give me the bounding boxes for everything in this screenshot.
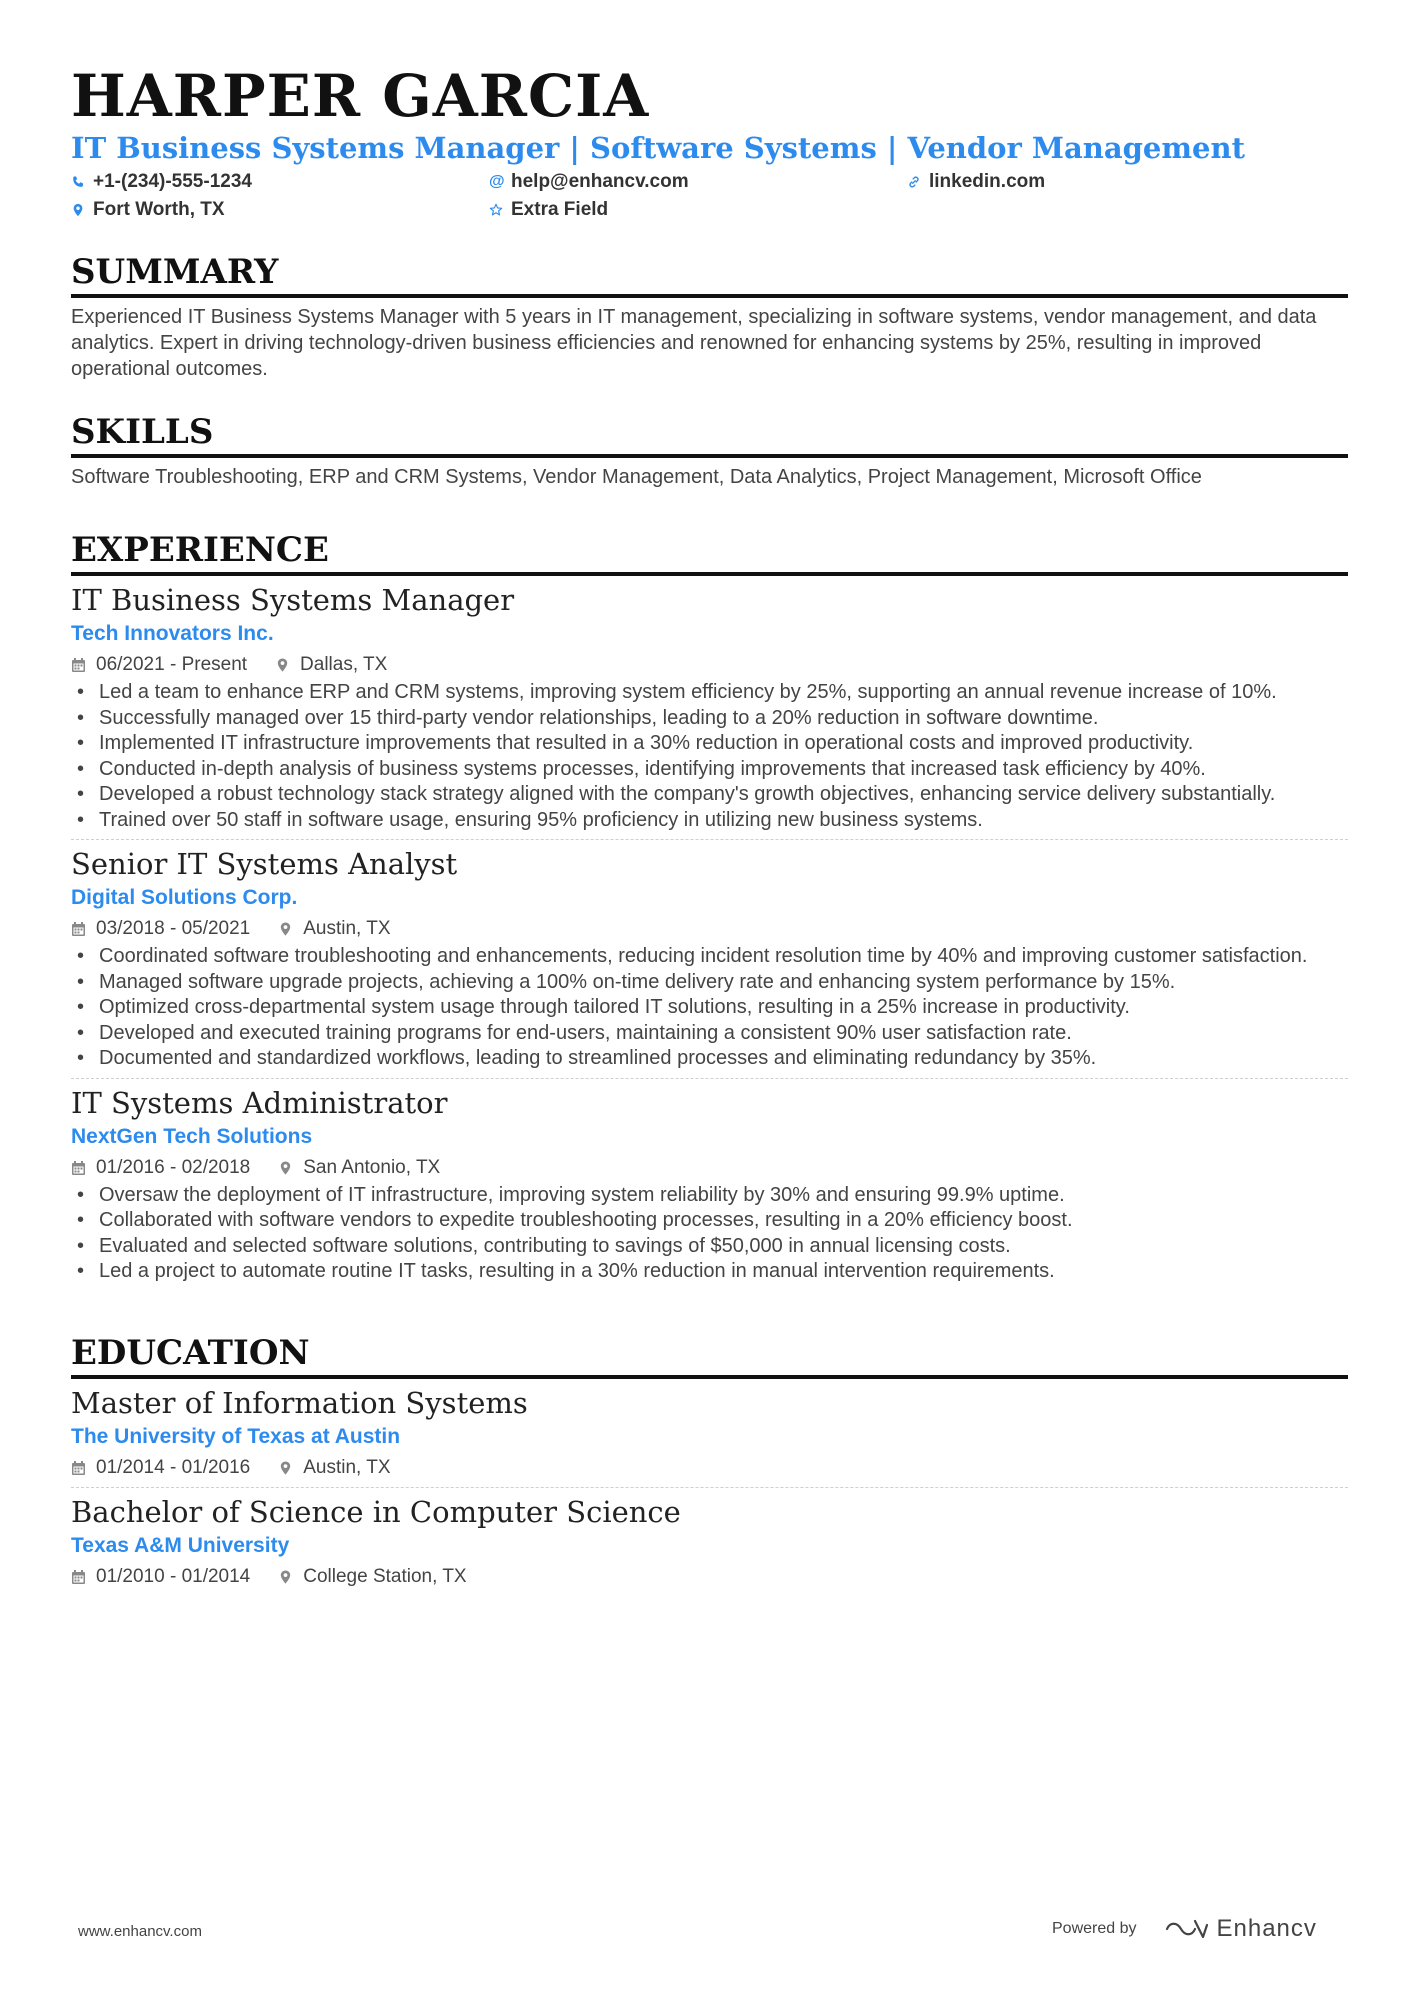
list-item: • Implemented IT infrastructure improvements that resulted in a 30% reduction in operational costs and improved productivity. [71, 731, 1348, 757]
list-item: • Coordinated software troubleshooting and enhancements, reducing incident resolution time by 40% and improving customer satisfaction. [71, 944, 1348, 970]
enhancv-logo-icon [1163, 1917, 1209, 1941]
company-name: NextGen Tech Solutions [71, 1124, 313, 1148]
link-icon [907, 175, 929, 189]
experience-entry [71, 1085, 1348, 1291]
location-pin-icon [71, 203, 93, 217]
calendar-icon [71, 921, 86, 937]
job-location: Dallas, TX [300, 654, 388, 675]
calendar-icon [71, 1160, 86, 1176]
footer-website[interactable]: www.enhancv.com [78, 1923, 202, 1940]
enhancv-logo[interactable] [1163, 1915, 1317, 1943]
education-meta [71, 1564, 1348, 1590]
star-icon [489, 203, 511, 217]
list-item: • Developed and executed training programs for end-users, maintaining a consistent 90% user satisfaction rate. [71, 1021, 1348, 1047]
location-pin-icon [278, 1460, 293, 1476]
job-location: San Antonio, TX [303, 1156, 441, 1178]
education-location: College Station, TX [303, 1565, 467, 1587]
education-meta [71, 1455, 1348, 1481]
location-pin-icon [275, 657, 290, 673]
summary-text: Experienced IT Business Systems Manager with 5 years in IT management, specializing in software systems, vendor management, and data analytics. Expert in driving technology-driven business efficiencies and renowned for enhancing systems by 25%, resulting in improved operational outcomes. [71, 306, 1317, 380]
location-pin-icon [278, 1569, 293, 1585]
calendar-icon [71, 1460, 86, 1476]
job-location-wrap [275, 652, 387, 678]
skills-heading: SKILLS [71, 412, 1348, 458]
contact-info [71, 170, 1348, 222]
job-meta [71, 916, 1348, 942]
job-meta [71, 1155, 1348, 1181]
list-item: • Led a project to automate routine IT tasks, resulting in a 30% reduction in manual intervention requirements. [71, 1259, 1348, 1285]
list-item: • Oversaw the deployment of IT infrastructure, improving system reliability by 30% and ensuring 99.9% uptime. [71, 1183, 1348, 1209]
job-dates: 03/2018 - 05/2021 [96, 918, 251, 939]
job-location-wrap [278, 1155, 440, 1181]
experience-heading: EXPERIENCE [71, 530, 1348, 576]
contact-extra: Extra Field [489, 198, 907, 222]
education-heading: EDUCATION [71, 1333, 1348, 1379]
list-item: • Optimized cross-departmental system usage through tailored IT solutions, resulting in a 25% increase in productivity. [71, 995, 1348, 1021]
job-title: IT Systems Administrator [71, 1085, 448, 1120]
school-name: Texas A&M University [71, 1533, 290, 1557]
job-bullets [71, 680, 1348, 833]
location-pin-icon [278, 921, 293, 937]
contact-email[interactable]: @ help@enhancv.com [489, 171, 689, 192]
job-bullets [71, 1183, 1348, 1285]
school-name: The University of Texas at Austin [71, 1424, 401, 1448]
phone-icon [71, 175, 93, 189]
job-location-wrap [278, 916, 390, 942]
education-location-wrap [278, 1564, 466, 1590]
job-title: IT Business Systems Manager [71, 583, 515, 617]
contact-phone: +1-(234)-555-1234 [71, 170, 489, 194]
degree-title: Bachelor of Science in Computer Science [71, 1494, 681, 1529]
list-item: • Evaluated and selected software solutions, contributing to savings of $50,000 in annual licensing costs. [71, 1234, 1348, 1260]
experience-entry [71, 846, 1348, 1079]
footer-branding [1052, 1915, 1317, 1943]
location-pin-icon [278, 1160, 293, 1176]
company-name: Tech Innovators Inc. [71, 622, 274, 645]
list-item: • Collaborated with software vendors to expedite troubleshooting processes, resulting in a 20% efficiency boost. [71, 1208, 1348, 1234]
job-location: Austin, TX [303, 918, 391, 939]
skills-text: Software Troubleshooting, ERP and CRM Systems, Vendor Management, Data Analytics, Project Management, Microsoft Office [71, 466, 1202, 488]
education-location: Austin, TX [303, 1456, 391, 1478]
list-item: • Managed software upgrade projects, achieving a 100% on-time delivery rate and enhancing system performance by 15%. [71, 970, 1348, 996]
job-meta [71, 652, 1348, 678]
experience-entry [71, 582, 1348, 840]
education-dates: 01/2010 - 01/2014 [96, 1565, 251, 1587]
list-item: • Successfully managed over 15 third-party vendor relationships, leading to a 20% reduction in software downtime. [71, 706, 1348, 732]
education-entry [71, 1385, 1348, 1488]
list-item: • Developed a robust technology stack strategy aligned with the company's growth objectives, enhancing service delivery substantially. [71, 782, 1348, 808]
job-bullets [71, 944, 1348, 1072]
at-icon: @ [489, 173, 505, 190]
brand-name: Enhancv [1216, 1915, 1317, 1942]
candidate-headline: IT Business Systems Manager | Software Systems | Vendor Management [71, 131, 1245, 165]
calendar-icon [71, 1569, 86, 1585]
degree-title: Master of Information Systems [71, 1385, 528, 1420]
education-location-wrap [278, 1455, 390, 1481]
contact-location: Fort Worth, TX [71, 198, 489, 222]
candidate-name: HARPER GARCIA [71, 62, 650, 130]
list-item: • Trained over 50 staff in software usage, ensuring 95% proficiency in utilizing new business systems. [71, 808, 1348, 834]
contact-linkedin[interactable]: linkedin.com [907, 170, 1325, 194]
education-dates: 01/2014 - 01/2016 [96, 1456, 251, 1478]
powered-by-label: Powered by [1052, 1920, 1137, 1937]
list-item: • Conducted in-depth analysis of business systems processes, identifying improvements that increased task efficiency by 40%. [71, 757, 1348, 783]
job-dates: 01/2016 - 02/2018 [96, 1156, 251, 1178]
job-title: Senior IT Systems Analyst [71, 847, 458, 881]
job-dates: 06/2021 - Present [96, 654, 248, 675]
calendar-icon [71, 657, 86, 673]
company-name: Digital Solutions Corp. [71, 886, 298, 909]
resume-page [71, 62, 1348, 1596]
summary-heading: SUMMARY [71, 252, 1348, 298]
list-item: • Documented and standardized workflows, leading to streamlined processes and eliminating redundancy by 35%. [71, 1046, 1348, 1072]
list-item: • Led a team to enhance ERP and CRM systems, improving system efficiency by 25%, supporting an annual revenue increase of 10%. [71, 680, 1348, 706]
education-entry [71, 1494, 1348, 1596]
